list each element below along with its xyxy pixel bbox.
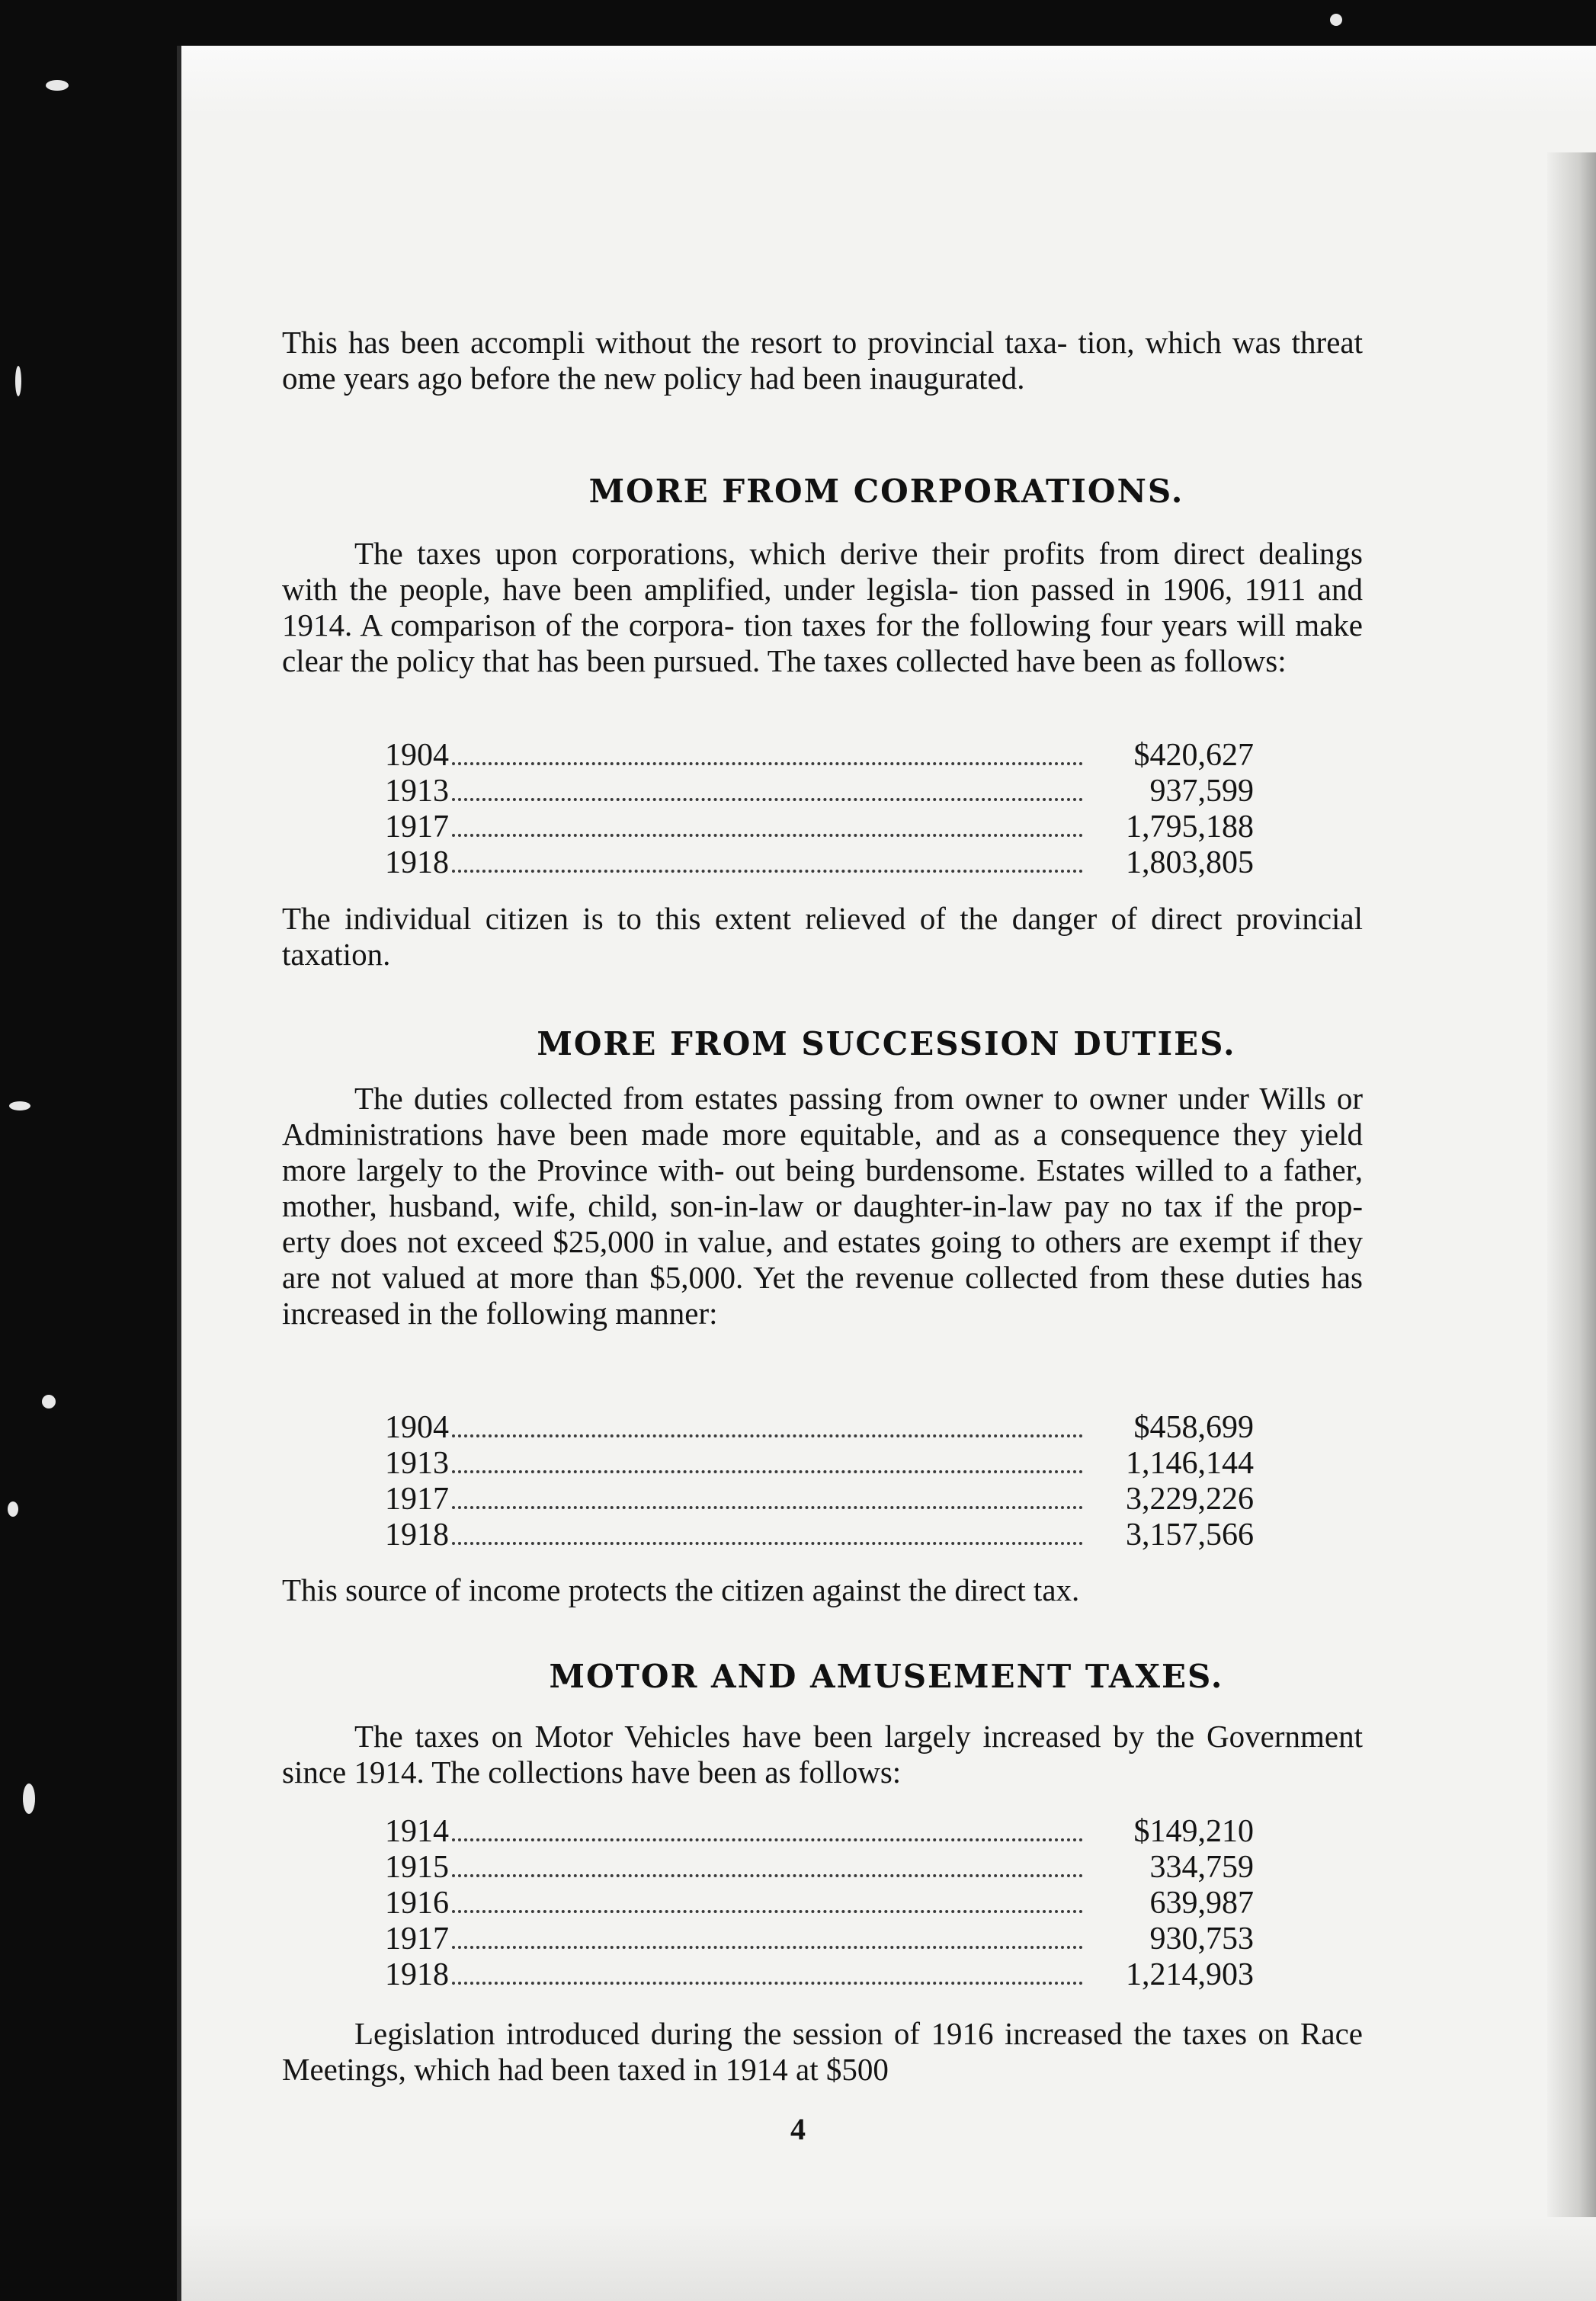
ledger-amount: $149,210 — [1133, 1814, 1254, 1849]
dot-leader — [452, 1946, 1083, 1949]
dot-leader — [452, 1434, 1083, 1437]
intro-paragraph: This has been accompli without the resort to provincial taxa- tion, which was threat ome years ago before the new policy had been inaugurated. — [282, 325, 1363, 396]
ledger-amount: 639,987 — [1149, 1886, 1254, 1921]
motor-tax-ledger — [385, 1814, 1254, 1993]
ledger-row — [385, 774, 1254, 809]
ledger-amount: $458,699 — [1133, 1410, 1254, 1445]
ledger-amount: 334,759 — [1149, 1850, 1254, 1885]
page-number: 4 — [790, 2112, 806, 2146]
scan-speck — [1330, 14, 1342, 26]
after-text: The individual citizen is to this extent relieved of the danger of direct provincial taxation. — [282, 901, 1363, 972]
section-heading-corporations: MORE FROM CORPORATIONS. — [588, 473, 1184, 510]
ledger-row — [385, 1410, 1254, 1446]
section-after-succession — [282, 1572, 1363, 1608]
dot-leader — [452, 1838, 1083, 1841]
paragraph-text: The taxes upon corporations, which derive their profits from direct dealings with the people, have been amplified, under legisla- tion passed in 1906, 1911 and 1914. A comparison of the corpora- tion taxes for the following four years will make clear the policy that has been pursued. The taxes collected have been as follows: — [282, 536, 1363, 678]
dot-leader — [452, 1874, 1083, 1877]
section-heading-motor: MOTOR AND AMUSEMENT TAXES. — [549, 1658, 1224, 1695]
ledger-year: 1914 — [385, 1814, 449, 1849]
ledger-year: 1918 — [385, 1517, 449, 1553]
section-paragraph-succession — [282, 1081, 1363, 1332]
scan-speck — [46, 80, 69, 91]
dot-leader — [452, 1542, 1083, 1545]
ledger-year: 1917 — [385, 809, 449, 844]
dot-leader — [452, 762, 1083, 765]
ledger-row — [385, 1957, 1254, 1993]
ledger-amount: 1,795,188 — [1126, 809, 1254, 844]
dot-leader — [452, 1910, 1083, 1913]
page-top-edge — [181, 46, 1596, 114]
succession-duty-ledger — [385, 1410, 1254, 1553]
after-text: This source of income protects the citizen against the direct tax. — [282, 1572, 1080, 1607]
ledger-row — [385, 845, 1254, 881]
dot-leader — [452, 1982, 1083, 1985]
ledger-amount: $420,627 — [1133, 738, 1254, 773]
page-bottom-edge — [181, 2217, 1596, 2301]
ledger-year: 1917 — [385, 1482, 449, 1517]
intro-block — [282, 325, 1363, 396]
ledger-row — [385, 1814, 1254, 1850]
scan-speck — [8, 1501, 18, 1517]
ledger-year: 1916 — [385, 1886, 449, 1921]
section-paragraph-motor — [282, 1719, 1363, 1790]
section-heading-succession: MORE FROM SUCCESSION DUTIES. — [537, 1025, 1236, 1062]
ledger-row — [385, 1850, 1254, 1886]
paragraph-text: The duties collected from estates passing from owner to owner under Wills or Administrations have been made more equitable, and as a consequence they yield more largely to the Province with- out being burdensome. Estates willed to a father, mother, husband, wife, child, son-in-law or daughter-in-law pay no tax if the prop- erty does not exceed $25,000 in value, and estates going to others are exempt if they are not valued at more than $5,000. Yet the revenue collected from these duties has increased in the following manner: — [282, 1081, 1363, 1331]
ledger-row — [385, 1517, 1254, 1553]
dot-leader — [452, 1470, 1083, 1473]
section-after-corporations — [282, 901, 1363, 973]
ledger-year: 1918 — [385, 1957, 449, 1992]
ledger-year: 1917 — [385, 1921, 449, 1956]
dot-leader — [452, 870, 1083, 873]
scan-speck — [15, 366, 21, 396]
dot-leader — [452, 1506, 1083, 1509]
ledger-amount: 1,214,903 — [1126, 1957, 1254, 1992]
ledger-row — [385, 1446, 1254, 1482]
ledger-amount: 930,753 — [1149, 1921, 1254, 1956]
page-right-edge — [1547, 152, 1596, 2271]
corporation-tax-ledger — [385, 738, 1254, 881]
section-after-motor — [282, 2016, 1363, 2088]
ledger-amount: 1,803,805 — [1126, 845, 1254, 880]
scan-speck — [23, 1783, 35, 1814]
ledger-amount: 3,157,566 — [1126, 1517, 1254, 1553]
ledger-amount: 1,146,144 — [1126, 1446, 1254, 1481]
scan-speck — [9, 1101, 30, 1110]
ledger-row — [385, 809, 1254, 845]
ledger-year: 1913 — [385, 774, 449, 809]
dot-leader — [452, 834, 1083, 837]
ledger-row — [385, 738, 1254, 774]
ledger-year: 1918 — [385, 845, 449, 880]
ledger-year: 1904 — [385, 1410, 449, 1445]
ledger-row — [385, 1921, 1254, 1957]
ledger-row — [385, 1482, 1254, 1517]
ledger-year: 1913 — [385, 1446, 449, 1481]
ledger-amount: 937,599 — [1149, 774, 1254, 809]
after-text: Legislation introduced during the session of 1916 increased the taxes on Race Meetings, which had been taxed in 1914 at $500 — [282, 2016, 1363, 2087]
paragraph-text: The taxes on Motor Vehicles have been largely increased by the Government since 1914. The collections have been as follows: — [282, 1719, 1363, 1790]
ledger-year: 1904 — [385, 738, 449, 773]
dot-leader — [452, 798, 1083, 801]
ledger-row — [385, 1886, 1254, 1921]
section-paragraph-corporations — [282, 536, 1363, 679]
ledger-amount: 3,229,226 — [1126, 1482, 1254, 1517]
scan-speck — [42, 1395, 56, 1408]
ledger-year: 1915 — [385, 1850, 449, 1885]
